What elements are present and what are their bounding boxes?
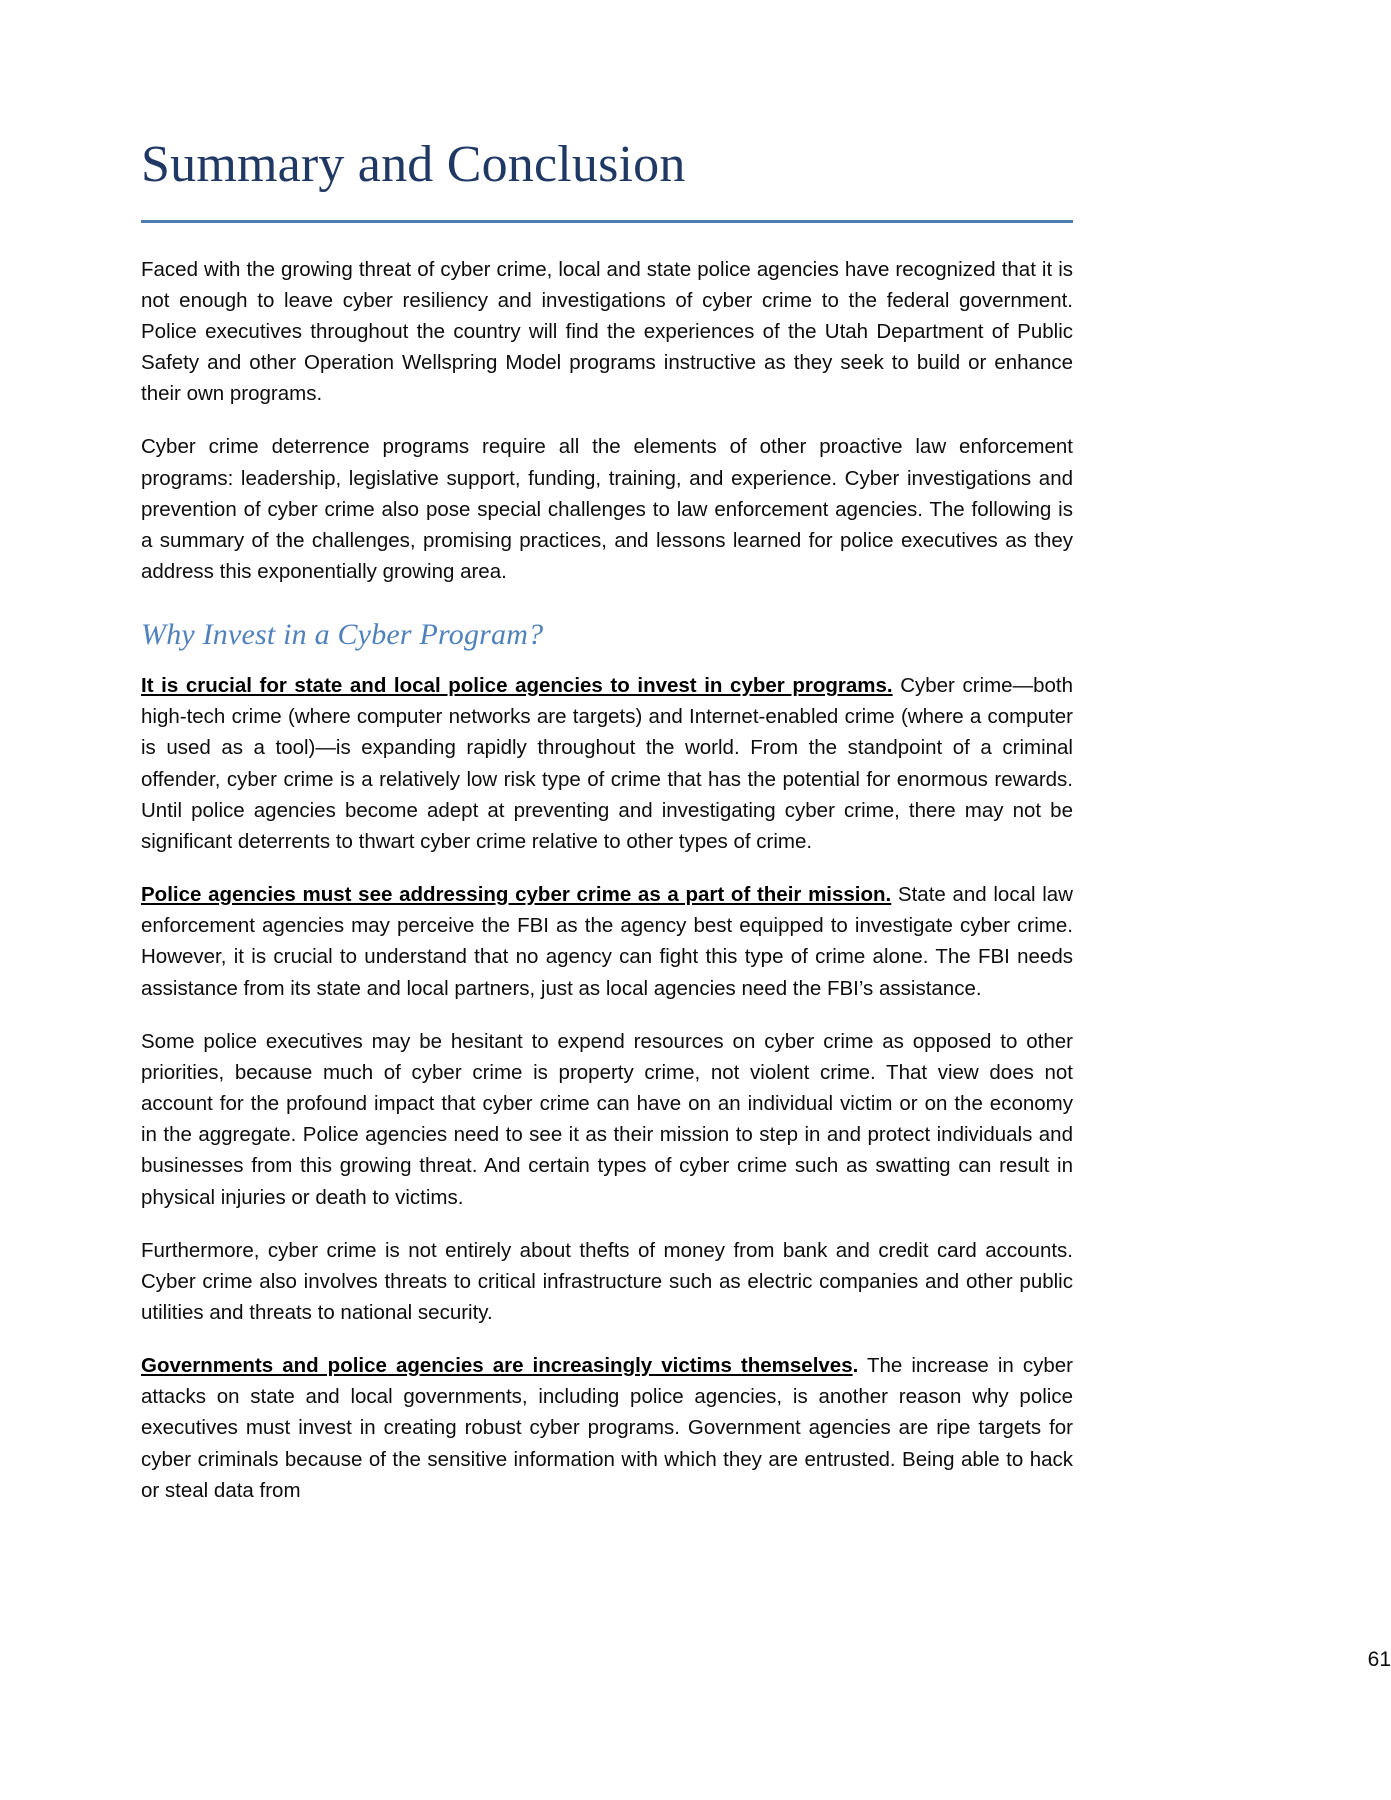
lead-in-label-5: Governments and police agencies are increasingly victims themselves bbox=[141, 1354, 853, 1378]
section-block-3 bbox=[141, 1026, 1073, 1213]
section-block-5 bbox=[141, 1350, 1073, 1506]
title-divider-rule bbox=[141, 220, 1073, 223]
section-block-2-text: State and local law enforcement agencies may perceive the FBI as the agency best equipped to investigate cyber crime. However, it is crucial to understand that no agency can fight this type of crime alone. The FBI needs assistance from its state and local partners, just as local agencies need the FBI’s assistance. bbox=[141, 883, 1073, 1000]
section-block-5-text: The increase in cyber attacks on state and local governments, including police agencies, is another reason why police executives must invest in creating robust cyber programs. Government agencies are ripe targets for cyber criminals because of the sensitive information with which they are entrusted. Being able to hack or steal data from bbox=[141, 1354, 1073, 1502]
lead-in-label-2: Police agencies must see addressing cyber crime as a part of their mission. bbox=[141, 883, 892, 907]
intro-paragraph-2: Cyber crime deterrence programs require all the elements of other proactive law enforcement programs: leadership, legislative support, funding, training, and experience. Cyber investigations and prevention of cyber crime also pose special challenges to law enforcement agencies. The following is a summary of the challenges, promising practices, and lessons learned for police executives as they address this exponentially growing area. bbox=[141, 435, 1073, 583]
lead-in-punct-5: . bbox=[852, 1354, 859, 1378]
lead-in-label-1: It is crucial for state and local police agencies to invest in cyber programs. bbox=[141, 674, 893, 698]
page-number: 61 bbox=[1367, 1648, 1391, 1671]
intro-paragraph-1: Faced with the growing threat of cyber crime, local and state police agencies have recognized that it is not enough to leave cyber resiliency and investigations of cyber crime to the federal government. Police executives throughout the country will find the experiences of the Utah Department of Public Safety and other Operation Wellspring Model programs instructive as they seek to build or enhance their own programs. bbox=[141, 257, 1073, 406]
page-content bbox=[141, 0, 1073, 1528]
section-block-4-text: Furthermore, cyber crime is not entirely about thefts of money from bank and credit card accounts. Cyber crime also involves threats to critical infrastructure such as electric companies and other public utilities and threats to national security. bbox=[141, 1238, 1073, 1324]
section-block-4 bbox=[141, 1235, 1073, 1328]
section-block-1 bbox=[141, 670, 1073, 857]
section-block-2 bbox=[141, 879, 1073, 1004]
section-heading-why-invest: Why Invest in a Cyber Program? bbox=[141, 618, 544, 652]
page-title: Summary and Conclusion bbox=[141, 136, 686, 193]
section-block-1-text: Cyber crime—both high-tech crime (where computer networks are targets) and Internet-enabled crime (where a computer is used as a tool)—is expanding rapidly throughout the world. From the standpoint of a criminal offender, cyber crime is a relatively low risk type of crime that has the potential for enormous rewards. Until police agencies become adept at preventing and investigating cyber crime, there may not be significant deterrents to thwart cyber crime relative to other types of crime. bbox=[141, 674, 1073, 853]
section-block-3-text: Some police executives may be hesitant to expend resources on cyber crime as opposed to other priorities, because much of cyber crime is property crime, not violent crime. That view does not account for the profound impact that cyber crime can have on an individual victim or on the economy in the aggregate. Police agencies need to see it as their mission to step in and protect individuals and businesses from this growing threat. And certain types of cyber crime such as swatting can result in physical injuries or death to victims. bbox=[141, 1029, 1073, 1209]
